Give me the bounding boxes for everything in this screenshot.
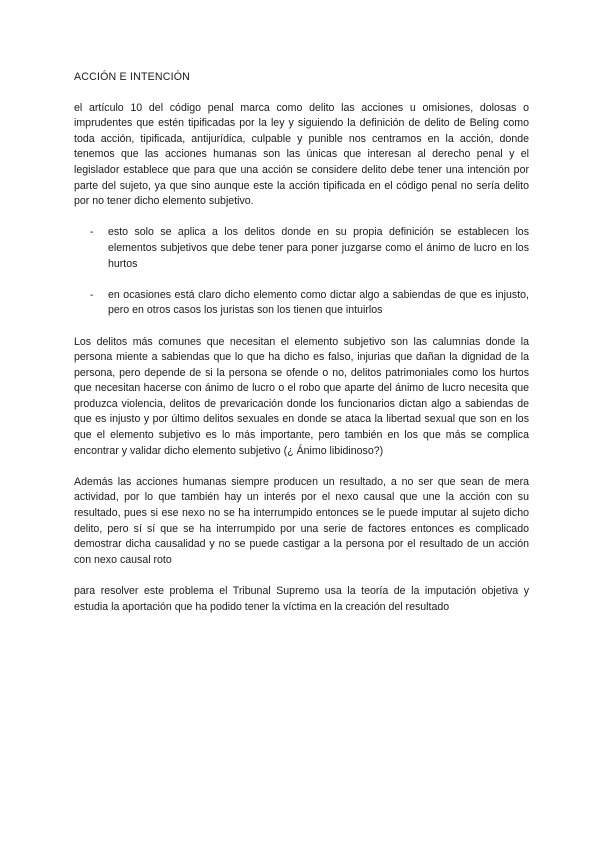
paragraph-intro: el artículo 10 del código penal marca como delito las acciones u omisiones, dolosas o imprudentes que estén tipificadas por la ley y siguiendo la definición de delito de Beling como toda acción, tipificada, antijurídica, culpable y punible nos centramos en la acción, donde tenemos que las acciones humanas son las únicas que interesan al derecho penal y el legislador establece que para que una acción se considere delito debe tener una intención por parte del sujeto, ya que sino aunque este la acción tipificada en el código penal no sería delito por no tener dicho elemento subjetivo. [74,101,529,208]
bullet-dash: - [90,226,94,239]
spacer [74,319,529,335]
paragraph-causal-link: Además las acciones humanas siempre producen un resultado, a no ser que sean de mera actividad, por lo que también hay un interés por el nexo causal que une la acción con su resultado, pues si ese nexo no se ha interrumpido entonces se le puede imputar al sujeto dicho delito, pero sí sí que se ha interrumpido por una serie de factores entonces es complicado demostrar dicha causalidad y no se puede castigar a la persona por el resultado de un acción con nexo causal roto [74,475,529,566]
document-title: ACCIÓN E INTENCIÓN [74,71,191,83]
paragraph-supreme-court: para resolver este problema el Tribunal Supremo usa la teoría de la imputación objetiva y estudia la aportación que ha podido tener la víctima en la creación del resultado [74,585,529,613]
spacer [74,210,529,226]
bullet-text: esto solo se aplica a los delitos donde en su propia definición se establecen los elementos subjetivos que debe tener para poner juzgarse como el ánimo de lucro en los hurtos [108,226,529,270]
spacer [74,272,529,288]
bullet-dash: - [90,288,94,301]
bullet-text: en ocasiones está claro dicho elemento como dictar algo a sabiendas de que es injusto, pero en otros casos los juristas son los tienen que intuirlos [108,288,529,317]
spacer [74,459,529,475]
bullet-item-1 [74,225,529,272]
bullet-item-2 [74,288,529,319]
document-page [74,70,529,615]
spacer [74,568,529,584]
paragraph-common-crimes: Los delitos más comunes que necesitan el elemento subjetivo son las calumnias donde la persona miente a sabiendas que lo que ha dicho es falso, injurias que dañan la dignidad de la persona, pero depende de si la persona se ofende o no, delitos patrimoniales como los hurtos que necesitan hacerse con ánimo de lucro o el robo que aparte del ánimo de lucro necesita que produzca violencia, delitos de prevaricación donde los funcionarios dictan algo a sabiendas de que es injusto y por último delitos sexuales en donde se ataca la libertad sexual que son en los que el elemento subjetivo es lo más importante, pero también en los que más se complica encontrar y validar dicho elemento subjetivo (¿ Ánimo libidinoso?) [74,335,529,457]
